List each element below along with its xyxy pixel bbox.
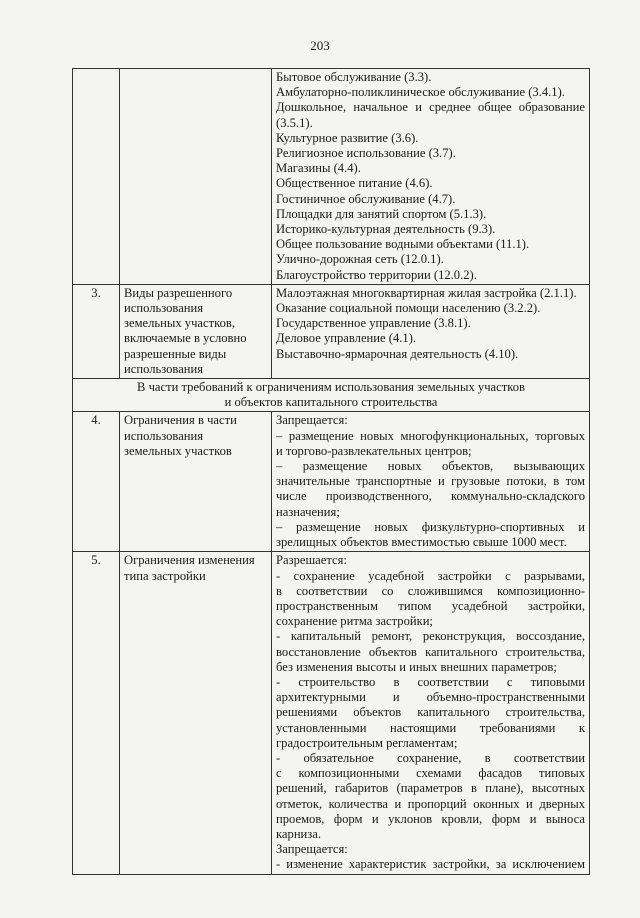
page-number: 203 [310,38,330,53]
row-content-cell [272,412,590,552]
content-line: Гостиничное обслуживание (4.7). [276,191,456,206]
title-line: использования [124,428,204,443]
row-title-cell [120,69,272,285]
content-line: решений, габаритов (параметров в плане), высотных [276,781,585,796]
content-line: Государственное управление (3.8.1). [276,316,471,331]
content-line: Деловое управление (4.1). [276,331,417,346]
content-line: Благоустройство территории (12.0.2). [276,267,477,282]
row-number-cell: 4. [73,412,120,552]
title-line: разрешенные виды [124,346,227,361]
content-line: Запрещается: [276,842,348,857]
title-line: Ограничения в части [124,413,237,428]
section-heading-line: В части требований к ограничениям использования земельных участков [137,380,525,395]
title-line: включаемые в условно [124,331,247,346]
content-line: Выставочно-ярмарочная деятельность (4.10). [276,346,519,361]
title-line: земельных участков [124,443,232,458]
table-row [73,69,590,285]
section-heading-line: и объектов капитального строительства [224,395,438,410]
section-heading-row [73,379,590,412]
content-line: и торгово-развлекательных центров; [276,443,472,458]
content-line: с композиционными схемами фасадов типовых [276,766,585,781]
content-line: Малоэтажная многоквартирная жилая застройка (2.1.1). [276,285,577,300]
content-line: (3.5.1). [276,115,313,130]
content-line: Общее пользование водными объектами (11.1). [276,237,530,252]
row-number-cell: 5. [73,552,120,874]
content-line: зрелищных объектов вместимостью свыше 1000 мест. [276,535,567,550]
content-line: Религиозное использование (3.7). [276,146,456,161]
content-line: восстановление объектов капитального строительства, [276,644,585,659]
table-row [73,412,590,552]
content-line: Общественное питание (4.6). [276,176,433,191]
content-line: установленными настоящими требованиями к [276,720,585,735]
content-line: – размещение новых многофункциональных, торговых [276,428,585,443]
content-line: назначения; [276,504,340,519]
content-line: Оказание социальной помощи населению (3.2.2). [276,301,541,316]
row-title-cell [120,284,272,378]
content-line: без изменения высоты и иных внешних параметров; [276,659,557,674]
row-number-cell [73,69,120,285]
content-line: значительные транспортные и грузовые потоки, в том [276,474,585,489]
content-line: карниза. [276,826,322,841]
content-line: сохранение ритма застройки; [276,614,433,629]
content-line: Амбулаторно-поликлиническое обслуживание (3.4.1). [276,85,565,100]
content-line: – размещение новых физкультурно-спортивных и [276,519,585,534]
content-line: числе производственного, коммунально-складского [276,489,585,504]
content-line: Разрешается: [276,553,347,568]
content-line: - капитальный ремонт, реконструкция, воссоздание, [276,629,585,644]
content-line: - изменение характеристик застройки, за исключением [276,857,585,872]
content-line: Улично-дорожная сеть (12.0.1). [276,252,444,267]
row-title-cell [120,412,272,552]
title-line: использования [124,361,204,376]
content-line: Магазины (4.4). [276,161,361,176]
content-line: отметок, количества и пропорций оконных и дверных [276,796,585,811]
content-line: Культурное развитие (3.6). [276,130,419,145]
content-line: в соответствии со сложившимся композиционно- [276,583,585,598]
title-line: земельных участков, [124,316,235,331]
title-line: Ограничения изменения [124,553,255,568]
row-content-cell [272,69,590,285]
content-line: Бытовое обслуживание (3.3). [276,70,432,84]
table-row [73,284,590,378]
content-line: пространственным типом усадебной застройки, [276,598,585,613]
title-line: Виды разрешенного [124,285,233,300]
content-line: – размещение новых объектов, вызывающих [276,459,585,474]
content-line: Дошкольное, начальное и среднее общее образование [276,100,585,115]
content-line: Площадки для занятий спортом (5.1.3). [276,206,487,221]
content-line: Историко-культурная деятельность (9.3). [276,222,496,237]
content-line: решениями объектов капитального строительства, [276,705,585,720]
content-line: - сохранение усадебной застройки с разрывами, [276,568,585,583]
row-number-cell: 3. [73,284,120,378]
row-content-cell [272,552,590,874]
section-heading [73,379,590,412]
content-line: Запрещается: [276,413,348,428]
content-line: - обязательное сохранение, в соответствии [276,750,585,765]
content-line: градостроительным регламентам; [276,735,458,750]
title-line: типа застройки [124,568,206,583]
content-line: - строительство в соответствии с типовыми [276,674,585,689]
row-content-cell [272,284,590,378]
content-line: архитектурными и объемно-пространственными [276,690,585,705]
title-line: использования [124,301,204,316]
row-title-cell [120,552,272,874]
regulation-table [72,68,590,875]
content-line: проемов, форм и уклонов кровли, форм и выноса [276,811,585,826]
table-row [73,552,590,874]
